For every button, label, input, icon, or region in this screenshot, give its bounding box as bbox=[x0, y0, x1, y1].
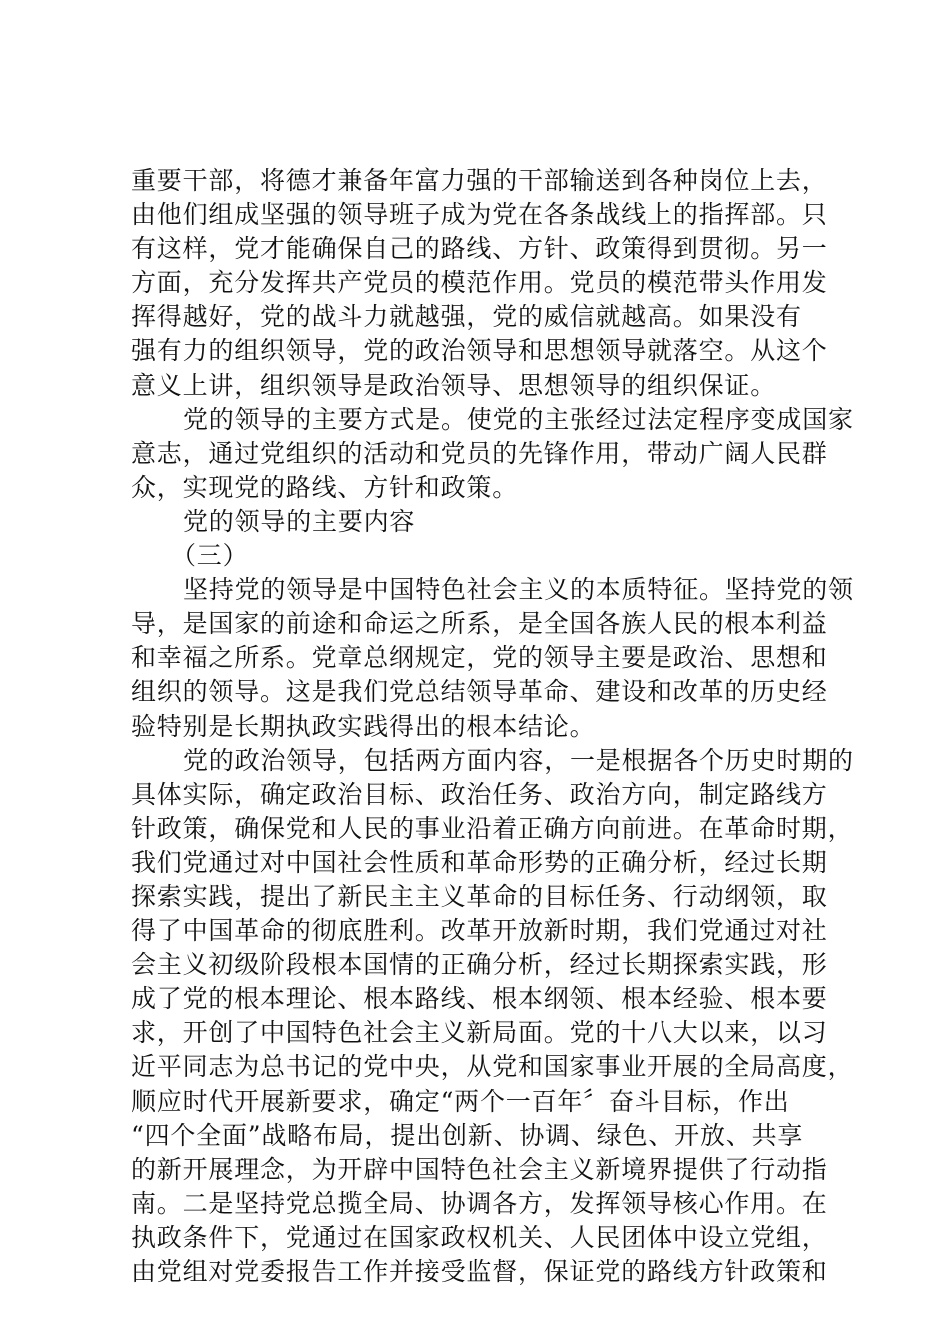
text-line: 由他们组成坚强的领导班子成为党在各条战线上的指挥部。只 bbox=[131, 200, 828, 230]
text-line: 得了中国革命的彻底胜利。改革开放新时期，我们党通过对社 bbox=[131, 916, 828, 946]
text-line: 近平同志为总书记的党中央，从党和国家事业开展的全局高度， bbox=[131, 1052, 854, 1082]
text-line: 组织的领导。这是我们党总结领导革命、建设和改革的历史经 bbox=[131, 677, 828, 707]
text-line: 求，开创了中国特色社会主义新局面。党的十八大以来，以习 bbox=[131, 1018, 828, 1048]
text-line: 意志，通过党组织的活动和党员的先锋作用，带动广阔人民群 bbox=[131, 438, 828, 468]
text-line: 的新开展理念，为开辟中国特色社会主义新境界提供了行动指 bbox=[131, 1154, 828, 1184]
text-line: 方面，充分发挥共产党员的模范作用。党员的模范带头作用发 bbox=[131, 268, 828, 298]
text-line: 众，实现党的路线、方针和政策。 bbox=[131, 472, 519, 502]
text-line: 重要干部，将德才兼备年富力强的干部输送到各种岗位上去， bbox=[131, 166, 828, 195]
text-line: 和幸福之所系。党章总纲规定，党的领导主要是政治、思想和 bbox=[131, 643, 828, 673]
text-line: 我们党通过对中国社会性质和革命形势的正确分析，经过长期 bbox=[131, 847, 828, 877]
text-line: 党的领导的主要内容 bbox=[183, 506, 416, 536]
text-line: 顺应时代开展新要求，确定“两个一百年〞奋斗目标，作出 bbox=[131, 1086, 790, 1116]
text-line: 执政条件下，党通过在国家政权机关、人民团体中设立党组， bbox=[131, 1222, 828, 1252]
text-line: 挥得越好，党的战斗力就越强，党的威信就越高。如果没有 bbox=[131, 302, 802, 332]
text-line: “四个全面”战略布局，提出创新、协调、绿色、开放、共享 bbox=[131, 1120, 804, 1150]
text-line: 有这样，党才能确保自己的路线、方针、政策得到贯彻。另一 bbox=[131, 234, 828, 264]
text-line: 党的领导的主要方式是。使党的主张经过法定程序变成国家 bbox=[183, 404, 854, 434]
text-line: 具体实际，确定政治目标、政治任务、政治方向，制定路线方 bbox=[131, 779, 828, 809]
text-line: 会主义初级阶段根本国情的正确分析，经过长期探索实践，形 bbox=[131, 950, 828, 980]
text-line: （三） bbox=[171, 541, 249, 571]
text-line: 南。二是坚持党总揽全局、协调各方，发挥领导核心作用。在 bbox=[131, 1188, 828, 1218]
text-line: 意义上讲，组织领导是政治领导、思想领导的组织保证。 bbox=[131, 370, 777, 400]
text-line: 成了党的根本理论、根本路线、根本纲领、根本经验、根本要 bbox=[131, 984, 828, 1014]
text-line: 导，是国家的前途和命运之所系，是全国各族人民的根本利益 bbox=[131, 609, 828, 639]
text-line: 针政策，确保党和人民的事业沿着正确方向前进。在革命时期， bbox=[131, 813, 854, 843]
body-text bbox=[131, 164, 854, 1289]
text-line: 由党组对党委报告工作并接受监督，保证党的路线方针政策和 bbox=[131, 1257, 828, 1286]
text-line: 探索实践，提出了新民主主义革命的目标任务、行动纲领，取 bbox=[131, 881, 828, 911]
text-line: 坚持党的领导是中国特色社会主义的本质特征。坚持党的领 bbox=[183, 575, 854, 605]
text-line: 强有力的组织领导，党的政治领导和思想领导就落空。从这个 bbox=[131, 336, 828, 366]
text-line: 验特别是长期执政实践得出的根本结论。 bbox=[131, 711, 596, 741]
text-line: 党的政治领导，包括两方面内容，一是根据各个历史时期的 bbox=[183, 745, 854, 775]
